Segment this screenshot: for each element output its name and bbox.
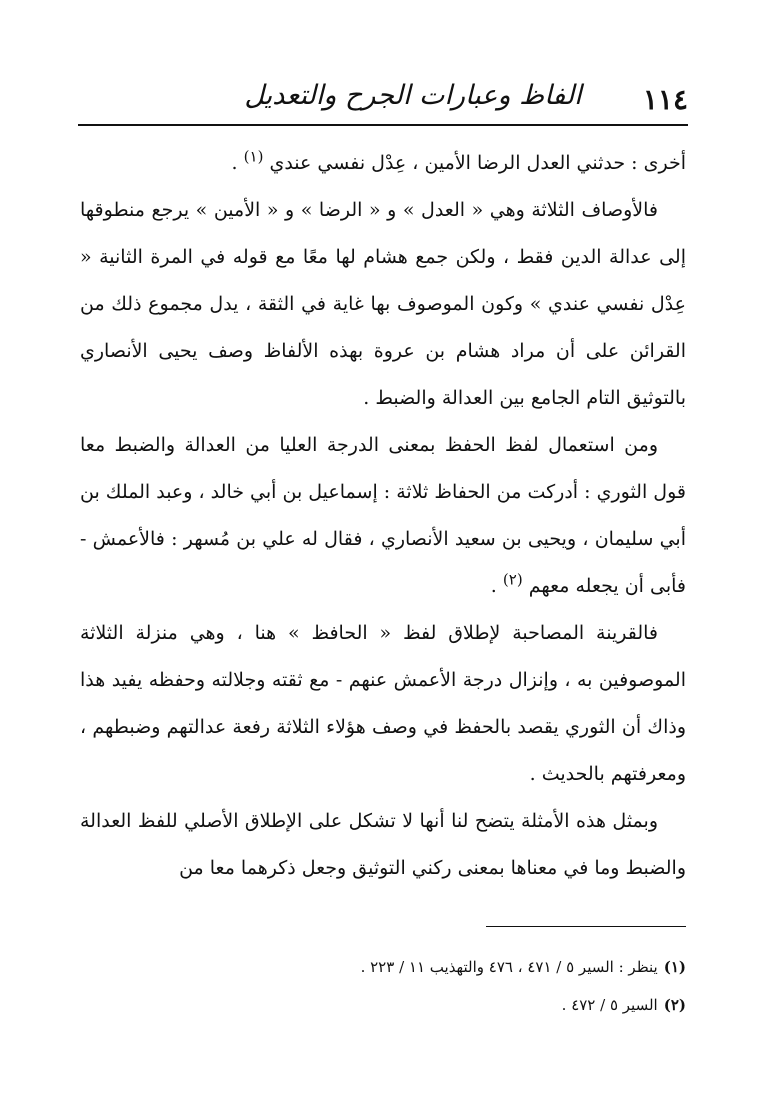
- paragraph-1-tail: .: [231, 152, 244, 174]
- footnote-2: [80, 986, 686, 1024]
- main-text: [80, 140, 686, 892]
- footnotes: [80, 948, 686, 1024]
- running-title: الفاظ وعبارات الجرح والتعديل: [244, 80, 582, 111]
- footnote-2-number: (٢): [663, 996, 686, 1014]
- paragraph-1: [80, 140, 686, 187]
- footnote-ref-1: (١): [243, 147, 264, 166]
- footnote-separator: [486, 926, 686, 927]
- footnote-ref-2: (٢): [502, 570, 523, 589]
- footnote-2-text: السير ٥ / ٤٧٢ .: [561, 996, 658, 1014]
- paragraph-1-text: أخرى : حدثني العدل الرضا الأمين ، عِدْل نفسي عندي: [263, 152, 686, 174]
- footnote-1-number: (١): [663, 958, 686, 976]
- footnote-1: [80, 948, 686, 986]
- paragraph-2: فالأوصاف الثلاثة وهي « العدل » و « الرضا » و « الأمين » يرجع منطوقها إلى عدالة الدين فقط ، ولكن جمع هشام لها معًا مع قوله في المرة الثانية « عِدْل نفسي عندي » وكون الموصوف بها غاية في الثقة ، يدل مجموع ذلك من القرائن على أن مراد هشام بن عروة بهذه الألفاظ وصف يحيى الأنصاري بالتوثيق التام الجامع بين العدالة والضبط .: [80, 199, 686, 409]
- footnote-1-text: ينظر : السير ٥ / ٤٧١ ، ٤٧٦ والتهذيب ١١ / ٢٢٣ .: [360, 958, 658, 976]
- paragraph-4: فالقرينة المصاحبة لإطلاق لفظ « الحافظ » هنا ، وهي منزلة الثلاثة الموصوفين به ، وإنزال درجة الأعمش عنهم - مع ثقته وجلالته وحفظه يفيد هذا وذاك أن الثوري يقصد بالحفظ في وصف هؤلاء الثلاثة رفعة عدالتهم وضبطهم ، ومعرفتهم بالحديث .: [80, 622, 686, 785]
- paragraph-3: [80, 422, 686, 610]
- page-number: ١١٤: [642, 83, 688, 116]
- header-rule: [78, 124, 688, 126]
- paragraph-3-tail: .: [490, 575, 503, 597]
- paragraph-3-text: ومن استعمال لفظ الحفظ بمعنى الدرجة العليا من العدالة والضبط معا قول الثوري : أدركت من الحفاظ ثلاثة : إسماعيل بن أبي خالد ، وعبد الملك بن أبي سليمان ، ويحيى بن سعيد الأنصاري ، فقال له علي بن مُسهر : فالأعمش - فأبى أن يجعله معهم: [80, 434, 686, 597]
- page-header: [78, 78, 688, 122]
- paragraph-5: وبمثل هذه الأمثلة يتضح لنا أنها لا تشكل على الإطلاق الأصلي للفظ العدالة والضبط وما في معناها بمعنى ركني التوثيق وجعل ذكرهما معا من: [80, 810, 686, 879]
